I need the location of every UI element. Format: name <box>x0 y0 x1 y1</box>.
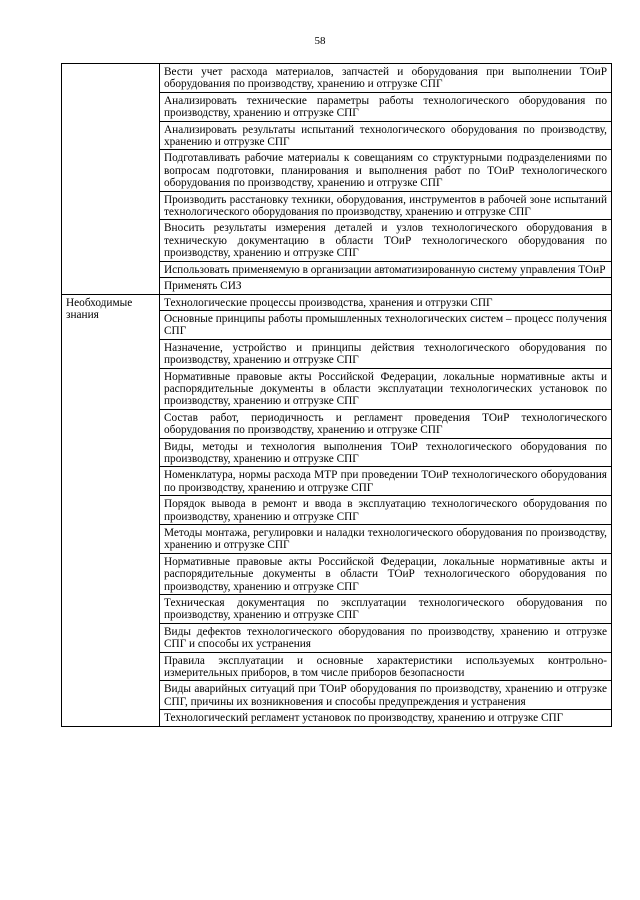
table-cell: Методы монтажа, регулировки и наладки технологического оборудования по производству, хранению и отгрузке СПГ <box>160 525 612 554</box>
requirements-table <box>61 63 612 727</box>
table-cell: Основные принципы работы промышленных технологических систем – процесс получения СПГ <box>160 310 612 339</box>
table-cell: Состав работ, периодичность и регламент проведения ТОиР технологического оборудования по производству, хранению и отгрузке СПГ <box>160 409 612 438</box>
table-cell: Техническая документация по эксплуатации технологического оборудования по производству, хранению и отгрузке СПГ <box>160 595 612 624</box>
table-cell: Анализировать технические параметры работы технологического оборудования по производству, хранению и отгрузке СПГ <box>160 92 612 121</box>
table-cell: Технологический регламент установок по производству, хранению и отгрузке СПГ <box>160 710 612 726</box>
table-cell: Нормативные правовые акты Российской Федерации, локальные нормативные акты и распорядительные документы в области эксплуатации технологических установок по производству, хранению и отгрузке СПГ <box>160 368 612 409</box>
table-cell: Виды, методы и технология выполнения ТОиР технологического оборудования по производству, хранению и отгрузке СПГ <box>160 438 612 467</box>
table-cell: Вносить результаты измерения деталей и узлов технологического оборудования в техническую документацию в области ТОиР технологического оборудования по производству, хранению и отгрузке СПГ <box>160 220 612 261</box>
table-cell: Порядок вывода в ремонт и ввода в эксплуатацию технологического оборудования по производству, хранению и отгрузке СПГ <box>160 496 612 525</box>
table-cell: Виды аварийных ситуаций при ТОиР оборудования по производству, хранению и отгрузке СПГ, причины их возникновения и способы предупреждения и устранения <box>160 681 612 710</box>
table-cell: Производить расстановку техники, оборудования, инструментов в рабочей зоне испытаний технологического оборудования по производству, хранению и отгрузке СПГ <box>160 191 612 220</box>
table-cell: Виды дефектов технологического оборудования по производству, хранению и отгрузке СПГ и способы их устранения <box>160 623 612 652</box>
table-cell: Анализировать результаты испытаний технологического оборудования по производству, хранению и отгрузке СПГ <box>160 121 612 150</box>
table-cell: Подготавливать рабочие материалы к совещаниям со структурными подразделениями по вопросам подготовки, планирования и выполнения работ по ТОиР технологического оборудования по производству, хранению и отгрузке СПГ <box>160 150 612 191</box>
page-number: 58 <box>314 35 326 47</box>
section-label-knowledge: Необходимые знания <box>62 294 160 726</box>
table-cell: Назначение, устройство и принципы действия технологического оборудования по производству, хранению и отгрузке СПГ <box>160 339 612 368</box>
table-row <box>62 294 612 310</box>
table-cell: Технологические процессы производства, хранения и отгрузки СПГ <box>160 294 612 310</box>
table-cell: Применять СИЗ <box>160 278 612 294</box>
section-label-skills <box>62 64 160 295</box>
table-row <box>62 64 612 93</box>
table-cell: Номенклатура, нормы расхода МТР при проведении ТОиР технологического оборудования по производству, хранению и отгрузке СПГ <box>160 467 612 496</box>
table-cell: Нормативные правовые акты Российской Федерации, локальные нормативные акты и распорядительные документы в области ТОиР технологического оборудования по производству, хранению и отгрузке СПГ <box>160 553 612 594</box>
table-cell: Правила эксплуатации и основные характеристики используемых контрольно-измерительных приборов, в том числе приборов безопасности <box>160 652 612 681</box>
table-cell: Вести учет расхода материалов, запчастей и оборудования при выполнении ТОиР оборудования по производству, хранению и отгрузке СПГ <box>160 64 612 93</box>
table-cell: Использовать применяемую в организации автоматизированную систему управления ТОиР <box>160 261 612 277</box>
